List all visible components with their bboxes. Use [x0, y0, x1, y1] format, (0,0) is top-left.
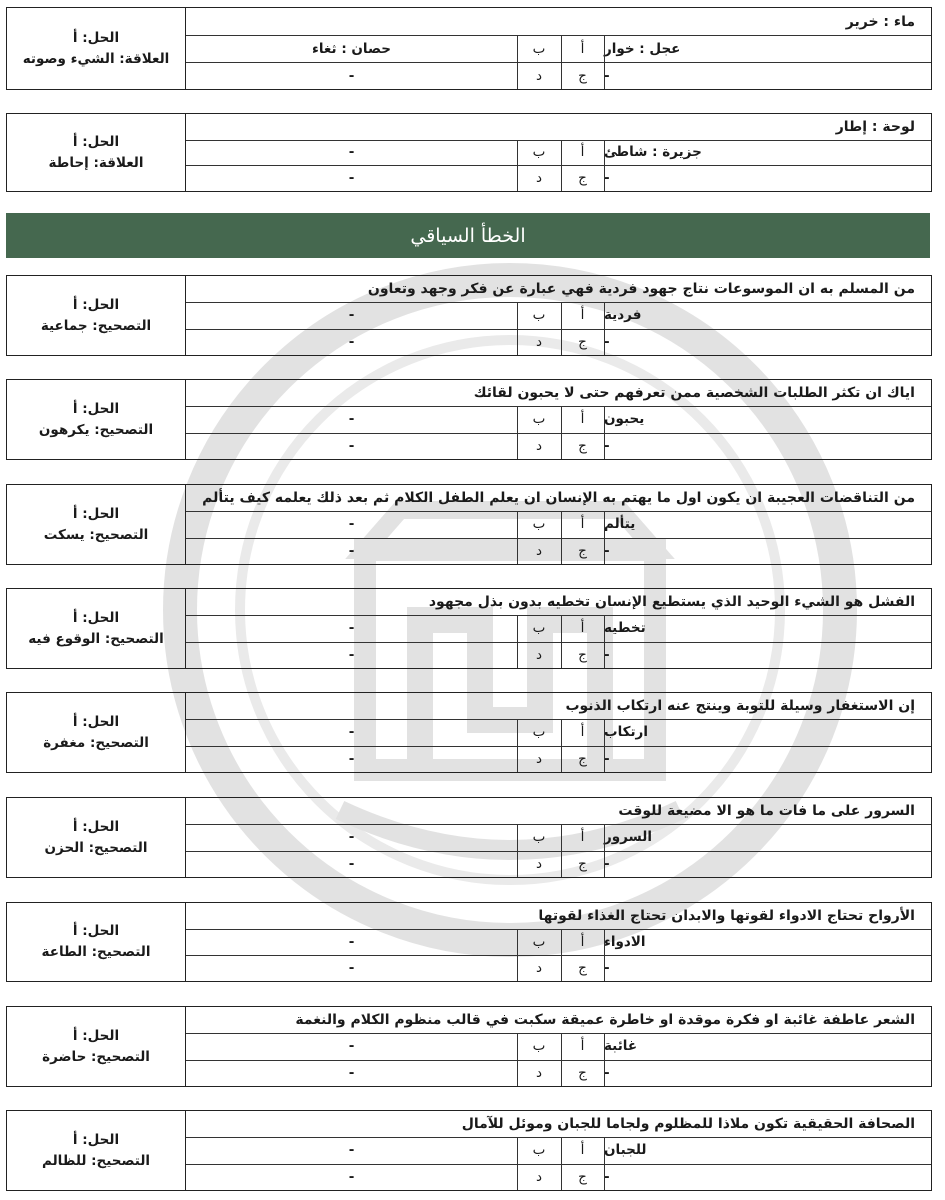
options-row: [186, 165, 931, 191]
option-value: -: [348, 67, 355, 84]
options-row: [186, 955, 931, 981]
option-letter: أ: [580, 411, 585, 428]
option-value: -: [604, 542, 610, 559]
cell-divider: [604, 824, 605, 850]
answer-box: [7, 798, 185, 877]
option-letter: ب: [532, 1142, 546, 1159]
options-row: [186, 642, 931, 668]
option-letter: ب: [532, 307, 546, 324]
answer-note: التصحيح: مغفرة: [43, 734, 149, 751]
option-letter: أ: [580, 724, 585, 741]
option-letter: د: [536, 542, 543, 559]
answer-note: التصحيح: يكرهون: [38, 421, 154, 438]
option-value: فردية: [604, 307, 642, 324]
cell-divider: [561, 302, 562, 328]
answer-box: [7, 589, 185, 668]
cell-divider: [604, 955, 605, 981]
option-letter: ب: [532, 620, 546, 637]
cell-divider: [604, 719, 605, 745]
option-letter: د: [536, 960, 543, 976]
question-text: من المسلم به ان الموسوعات نتاج جهود فردية فهي عبارة عن فكر وجهد وتعاون: [367, 281, 915, 298]
option-value: يتألم: [604, 516, 636, 533]
question-block: [6, 484, 932, 565]
cell-divider: [561, 642, 562, 668]
options-row: [186, 406, 931, 433]
cell-divider: [561, 433, 562, 459]
option-value: -: [604, 960, 610, 976]
option-value: -: [348, 855, 355, 872]
cell-divider: [517, 615, 518, 641]
question-text: الشعر عاطفة غائبة او فكرة موقدة او خاطرة عميقة سكبت في قالب منظوم الكلام والنغمة: [295, 1012, 915, 1029]
options-row: [186, 302, 931, 329]
answer-box: [7, 114, 185, 191]
question-text: لوحة : إطار: [835, 118, 915, 135]
answer-note: التصحيح: حاضرة: [42, 1048, 150, 1065]
option-letter: ج: [578, 750, 587, 767]
option-value: -: [348, 829, 355, 846]
answer-label: الحل: أ: [72, 29, 120, 46]
option-value: -: [604, 1064, 610, 1081]
option-value: ارتكاب: [604, 724, 648, 741]
cell-divider: [561, 1164, 562, 1190]
question-block: [6, 379, 932, 460]
cell-divider: [561, 140, 562, 166]
option-letter: ج: [578, 333, 587, 350]
option-letter: د: [536, 750, 543, 767]
option-letter: ب: [532, 516, 546, 533]
question-block: [6, 588, 932, 669]
option-letter: ج: [578, 1064, 587, 1081]
cell-divider: [561, 1033, 562, 1059]
options-row: [186, 35, 931, 63]
answer-label: الحل: أ: [72, 713, 120, 730]
answer-label: الحل: أ: [72, 400, 120, 417]
option-letter: ج: [578, 437, 587, 454]
answer-note: التصحيح: للظالم: [41, 1152, 151, 1169]
cell-divider: [604, 1137, 605, 1163]
options-grid: [185, 798, 931, 877]
question-row: [186, 8, 931, 36]
cell-divider: [517, 955, 518, 981]
cell-divider: [561, 538, 562, 564]
cell-divider: [517, 329, 518, 355]
cell-divider: [561, 929, 562, 955]
question-text: الصحافة الحقيقية تكون ملاذا للمظلوم ولجاما للجبان وموئل للآمال: [461, 1116, 915, 1133]
answer-note: التصحيح: الطاعة: [41, 944, 151, 960]
option-letter: أ: [580, 144, 585, 161]
option-value: -: [604, 855, 610, 872]
cell-divider: [604, 538, 605, 564]
answer-label: الحل: أ: [72, 296, 120, 313]
question-text: الفشل هو الشيء الوحيد الذي يستطيع الإنسان تخطيه بدون بذل مجهود: [428, 594, 915, 611]
cell-divider: [604, 511, 605, 537]
cell-divider: [604, 433, 605, 459]
cell-divider: [517, 511, 518, 537]
option-value: -: [348, 333, 355, 350]
option-value: -: [348, 646, 355, 663]
cell-divider: [517, 140, 518, 166]
question-text: إن الاستغفار وسيلة للتوبة وينتج عنه ارتكاب الذنوب: [565, 698, 915, 715]
option-value: -: [604, 333, 610, 350]
answer-box: [7, 485, 185, 564]
question-row: [186, 485, 931, 512]
option-letter: ب: [532, 829, 546, 846]
cell-divider: [517, 302, 518, 328]
option-value: -: [348, 724, 355, 741]
option-value: -: [348, 411, 355, 428]
cell-divider: [517, 1033, 518, 1059]
option-letter: أ: [580, 516, 585, 533]
cell-divider: [561, 746, 562, 772]
option-value: -: [348, 437, 355, 454]
options-row: [186, 1033, 931, 1060]
question-block: [6, 1110, 932, 1191]
option-letter: ج: [578, 542, 587, 559]
option-value: -: [348, 620, 355, 637]
answer-label: الحل: أ: [72, 923, 120, 939]
option-letter: أ: [580, 829, 585, 846]
option-value: السرور: [604, 829, 652, 846]
option-letter: د: [536, 646, 543, 663]
answer-label: الحل: أ: [72, 609, 120, 626]
section-heading: الخطأ السياقي: [410, 224, 526, 247]
option-value: -: [348, 516, 355, 533]
cell-divider: [561, 62, 562, 89]
options-grid: [185, 380, 931, 459]
option-value: -: [604, 750, 610, 767]
options-row: [186, 824, 931, 851]
answer-label: الحل: أ: [72, 1131, 120, 1148]
option-letter: ب: [532, 144, 546, 161]
options-row: [186, 511, 931, 538]
answer-note: التصحيح: الوقوع فيه: [28, 630, 164, 647]
cell-divider: [517, 165, 518, 191]
cell-divider: [561, 719, 562, 745]
question-row: [186, 903, 931, 930]
options-row: [186, 1137, 931, 1164]
option-letter: أ: [580, 1142, 585, 1159]
options-grid: [185, 1111, 931, 1190]
answer-label: الحل: أ: [72, 1027, 120, 1044]
cell-divider: [561, 406, 562, 432]
cell-divider: [561, 615, 562, 641]
question-block: [6, 692, 932, 773]
question-block: [6, 902, 932, 982]
cell-divider: [561, 35, 562, 62]
option-value: -: [348, 1038, 355, 1055]
question-row: [186, 693, 931, 720]
cell-divider: [561, 824, 562, 850]
cell-divider: [604, 302, 605, 328]
answer-label: الحل: أ: [72, 505, 120, 522]
option-value: -: [604, 170, 610, 187]
cell-divider: [604, 329, 605, 355]
cell-divider: [604, 851, 605, 877]
option-value: -: [604, 437, 610, 454]
option-value: غائبة: [604, 1038, 638, 1055]
option-letter: ج: [578, 170, 587, 187]
option-value: -: [348, 144, 355, 161]
options-row: [186, 719, 931, 746]
cell-divider: [561, 511, 562, 537]
option-letter: ب: [532, 724, 546, 741]
option-value: -: [348, 1168, 355, 1185]
options-row: [186, 433, 931, 459]
cell-divider: [604, 406, 605, 432]
cell-divider: [517, 1060, 518, 1086]
option-value: -: [348, 1064, 355, 1081]
option-letter: د: [536, 855, 543, 872]
option-letter: ب: [532, 1038, 546, 1055]
option-value: الادواء: [604, 934, 646, 950]
option-value: -: [348, 960, 355, 976]
option-letter: د: [536, 67, 543, 84]
cell-divider: [604, 140, 605, 166]
option-value: -: [348, 1142, 355, 1159]
question-row: [186, 1111, 931, 1138]
options-row: [186, 329, 931, 355]
question-text: من التناقضات العجيبة ان يكون اول ما يهتم به الإنسان ان يعلم الطفل الكلام ثم بعد ذلك يعلمه كيف يتألم: [202, 490, 915, 507]
cell-divider: [561, 851, 562, 877]
cell-divider: [604, 1033, 605, 1059]
answer-box: [7, 903, 185, 981]
option-value: للجبان: [604, 1142, 647, 1159]
option-value: حصان : ثغاء: [311, 40, 392, 57]
option-value: -: [604, 646, 610, 663]
question-row: [186, 1007, 931, 1034]
cell-divider: [517, 719, 518, 745]
options-row: [186, 615, 931, 642]
cell-divider: [604, 615, 605, 641]
options-row: [186, 62, 931, 89]
options-row: [186, 1060, 931, 1086]
question-text: الأرواح تحتاج الادواء لقوتها والابدان تحتاج الغذاء لقوتها: [538, 908, 915, 924]
options-row: [186, 746, 931, 772]
cell-divider: [604, 62, 605, 89]
option-value: -: [348, 170, 355, 187]
question-block: [6, 113, 932, 192]
option-letter: د: [536, 1064, 543, 1081]
answer-box: [7, 693, 185, 772]
answer-box: [7, 1111, 185, 1190]
option-letter: أ: [580, 1038, 585, 1055]
answer-note: التصحيح: يسكت: [43, 526, 149, 543]
option-letter: ب: [532, 40, 546, 57]
cell-divider: [517, 851, 518, 877]
options-row: [186, 140, 931, 167]
option-letter: ج: [578, 1168, 587, 1185]
options-row: [186, 929, 931, 956]
option-letter: د: [536, 333, 543, 350]
cell-divider: [604, 1164, 605, 1190]
cell-divider: [561, 955, 562, 981]
options-grid: [185, 589, 931, 668]
section-heading-banner: [6, 213, 930, 258]
options-grid: [185, 693, 931, 772]
cell-divider: [604, 1060, 605, 1086]
option-letter: د: [536, 437, 543, 454]
option-letter: أ: [580, 307, 585, 324]
cell-divider: [604, 35, 605, 62]
cell-divider: [604, 746, 605, 772]
options-row: [186, 851, 931, 877]
answer-note: العلاقة: الشيء وصوته: [22, 50, 170, 67]
option-letter: د: [536, 1168, 543, 1185]
question-row: [186, 276, 931, 303]
cell-divider: [561, 1137, 562, 1163]
question-block: [6, 275, 932, 356]
cell-divider: [604, 165, 605, 191]
options-grid: [185, 114, 931, 191]
option-value: جزيرة : شاطئ: [604, 144, 702, 161]
cell-divider: [561, 165, 562, 191]
option-value: -: [604, 1168, 610, 1185]
cell-divider: [517, 746, 518, 772]
options-grid: [185, 1007, 931, 1086]
option-value: -: [348, 750, 355, 767]
option-letter: ج: [578, 855, 587, 872]
cell-divider: [517, 35, 518, 62]
options-grid: [185, 485, 931, 564]
question-row: [186, 114, 931, 141]
question-row: [186, 589, 931, 616]
cell-divider: [561, 329, 562, 355]
cell-divider: [517, 824, 518, 850]
question-block: [6, 1006, 932, 1087]
option-letter: أ: [580, 620, 585, 637]
cell-divider: [517, 433, 518, 459]
option-letter: أ: [580, 40, 585, 57]
question-text: السرور على ما فات ما هو الا مضيعة للوقت: [618, 803, 915, 820]
options-grid: [185, 903, 931, 981]
answer-box: [7, 1007, 185, 1086]
option-value: -: [348, 542, 355, 559]
cell-divider: [604, 929, 605, 955]
options-grid: [185, 276, 931, 355]
question-text: اياك ان تكثر الطلبات الشخصية ممن تعرفهم حتى لا يحبون لقائك: [473, 385, 915, 402]
option-letter: ج: [578, 646, 587, 663]
option-letter: ج: [578, 960, 587, 976]
options-row: [186, 538, 931, 564]
option-value: تخطيه: [604, 620, 646, 637]
answer-note: التصحيح: جماعية: [40, 317, 152, 334]
answer-label: الحل: أ: [72, 818, 120, 835]
question-text: ماء : خرير: [845, 13, 915, 30]
answer-label: الحل: أ: [72, 133, 120, 150]
cell-divider: [517, 62, 518, 89]
cell-divider: [604, 642, 605, 668]
answer-box: [7, 276, 185, 355]
cell-divider: [517, 929, 518, 955]
option-value: -: [348, 934, 355, 950]
cell-divider: [517, 1137, 518, 1163]
question-block: [6, 797, 932, 878]
answer-note: العلاقة: إحاطة: [48, 154, 144, 171]
cell-divider: [517, 1164, 518, 1190]
cell-divider: [517, 642, 518, 668]
option-value: -: [604, 67, 610, 84]
option-letter: ب: [532, 934, 546, 950]
option-value: عجل : خوار: [604, 40, 681, 57]
options-grid: [185, 8, 931, 89]
option-value: يحبون: [604, 411, 645, 428]
question-row: [186, 798, 931, 825]
question-row: [186, 380, 931, 407]
cell-divider: [517, 406, 518, 432]
answer-note: التصحيح: الحزن: [44, 839, 148, 856]
cell-divider: [561, 1060, 562, 1086]
option-letter: ج: [578, 67, 587, 84]
option-letter: ب: [532, 411, 546, 428]
option-letter: أ: [580, 934, 585, 950]
options-row: [186, 1164, 931, 1190]
cell-divider: [517, 538, 518, 564]
option-value: -: [348, 307, 355, 324]
answer-box: [7, 8, 185, 89]
answer-box: [7, 380, 185, 459]
option-letter: د: [536, 170, 543, 187]
question-block: [6, 7, 932, 90]
